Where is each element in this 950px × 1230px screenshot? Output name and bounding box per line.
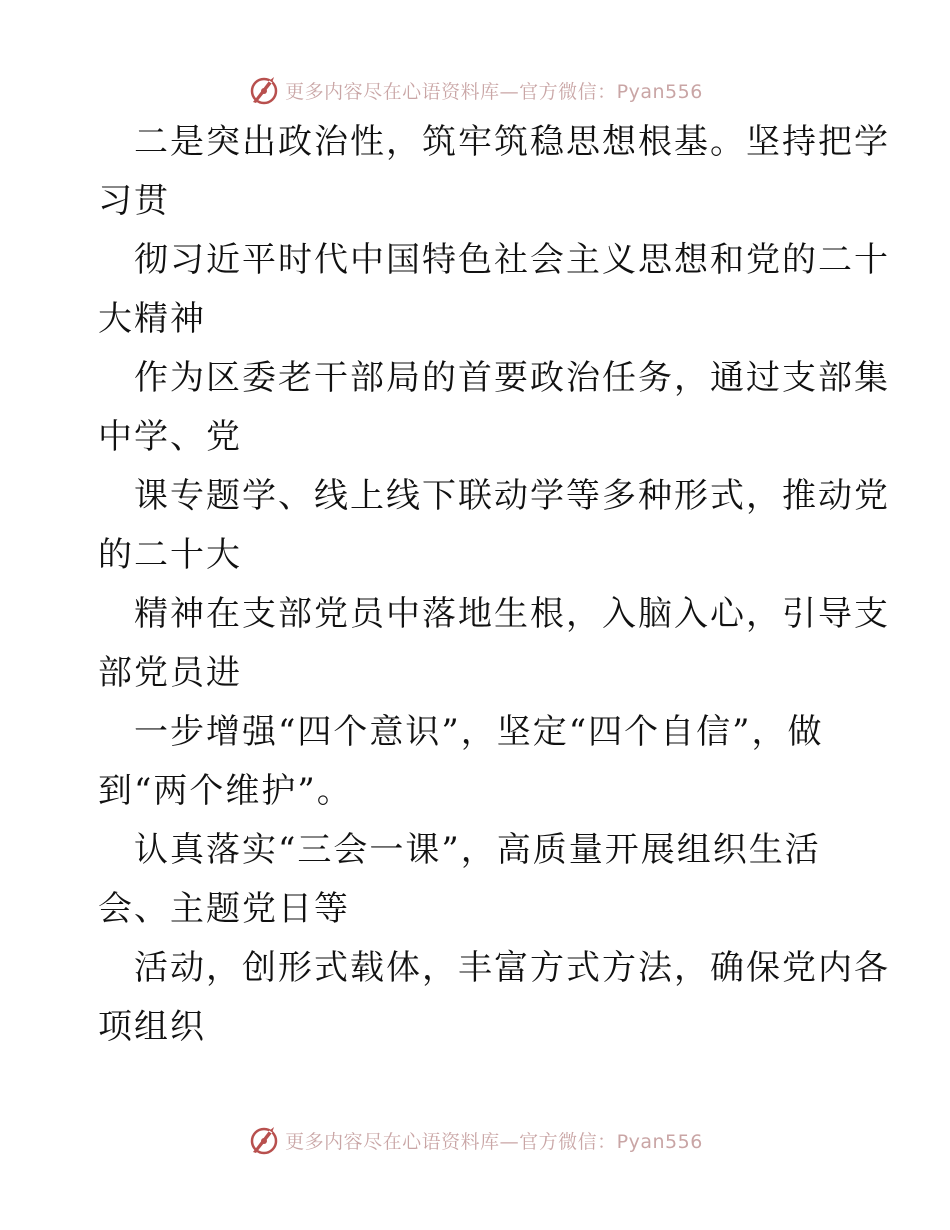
paragraph-line: 大精神 — [98, 299, 206, 339]
header-watermark-inner — [247, 73, 703, 107]
pen-circle-logo-icon — [247, 1123, 281, 1157]
paragraph-line: 会、主题党日等 — [98, 889, 350, 929]
paragraph-line: 部党员进 — [98, 653, 242, 693]
header-watermark-banner — [0, 70, 950, 110]
paragraph-line: 彻习近平时代中国特色社会主义思想和党的二十 — [134, 240, 890, 280]
paragraph-line: 精神在支部党员中落地生根，入脑入心，引导支 — [134, 594, 890, 634]
paragraph-line: 项组织 — [98, 1007, 206, 1047]
paragraph-line: 课专题学、线上线下联动学等多种形式，推动党 — [134, 476, 890, 516]
paragraph-line: 的二十大 — [98, 535, 242, 575]
paragraph-line: 作为区委老干部局的首要政治任务，通过支部集 — [134, 358, 890, 398]
document-body — [98, 113, 890, 1057]
paragraph-line: 认真落实“三会一课”，高质量开展组织生活 — [134, 830, 821, 870]
paragraph-line: 习贯 — [98, 181, 170, 221]
footer-watermark-inner — [247, 1123, 703, 1157]
footer-watermark-text: 更多内容尽在心语资料库—官方微信：Pyan556 — [285, 1130, 703, 1153]
paragraph-line: 二是突出政治性，筑牢筑稳思想根基。坚持把学 — [134, 122, 890, 162]
paragraph-line: 一步增强“四个意识”，坚定“四个自信”，做 — [134, 712, 824, 752]
header-watermark-text: 更多内容尽在心语资料库—官方微信：Pyan556 — [285, 80, 703, 103]
footer-watermark-banner — [0, 1120, 950, 1160]
paragraph-line: 中学、党 — [98, 417, 242, 457]
pen-circle-logo-icon — [247, 73, 281, 107]
paragraph-line: 活动，创形式载体，丰富方式方法，确保党内各 — [134, 948, 890, 988]
paragraph-line: 到“两个维护”。 — [98, 771, 353, 811]
